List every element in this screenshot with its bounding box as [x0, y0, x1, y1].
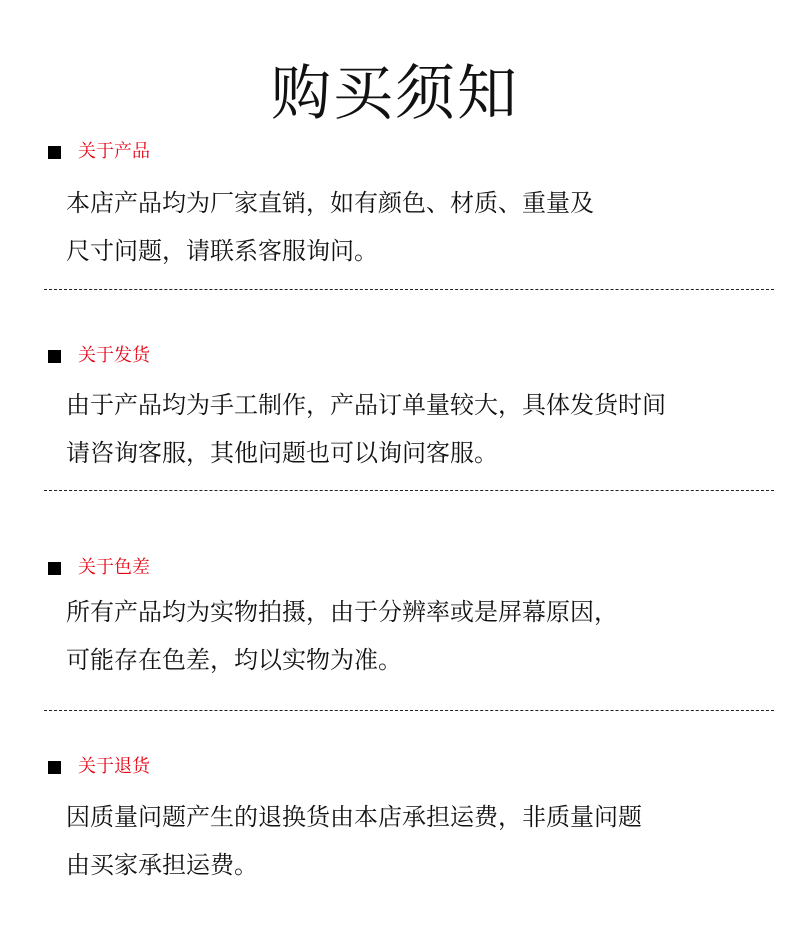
section-heading-shipping [48, 344, 150, 368]
square-bullet-icon [48, 350, 61, 363]
section-heading-label: 关于色差 [78, 557, 150, 578]
dashed-divider [44, 490, 774, 491]
section-text-line: 可能存在色差，均以实物为准。 [66, 646, 402, 674]
section-heading-label: 关于退货 [78, 756, 150, 777]
dashed-divider [44, 289, 774, 290]
section-heading-returns [48, 755, 150, 779]
section-text-line: 尺寸问题，请联系客服询问。 [66, 237, 378, 265]
section-heading-label: 关于发货 [78, 345, 150, 366]
section-heading-color-difference [48, 556, 150, 580]
dashed-divider [44, 710, 774, 711]
section-text-line: 因质量问题产生的退换货由本店承担运费，非质量问题 [66, 803, 642, 831]
section-text-line: 由于产品均为手工制作，产品订单量较大，具体发货时间 [66, 391, 666, 419]
square-bullet-icon [48, 562, 61, 575]
section-heading-product [48, 140, 150, 164]
page-title: 购买须知 [271, 59, 519, 129]
section-text-line: 本店产品均为厂家直销，如有颜色、材质、重量及 [66, 189, 594, 217]
section-heading-label: 关于产品 [78, 141, 150, 162]
section-text-line: 所有产品均为实物拍摄，由于分辨率或是屏幕原因， [66, 598, 618, 626]
section-text-line: 由买家承担运费。 [66, 851, 258, 879]
square-bullet-icon [48, 146, 61, 159]
square-bullet-icon [48, 761, 61, 774]
section-text-line: 请咨询客服，其他问题也可以询问客服。 [66, 439, 498, 467]
